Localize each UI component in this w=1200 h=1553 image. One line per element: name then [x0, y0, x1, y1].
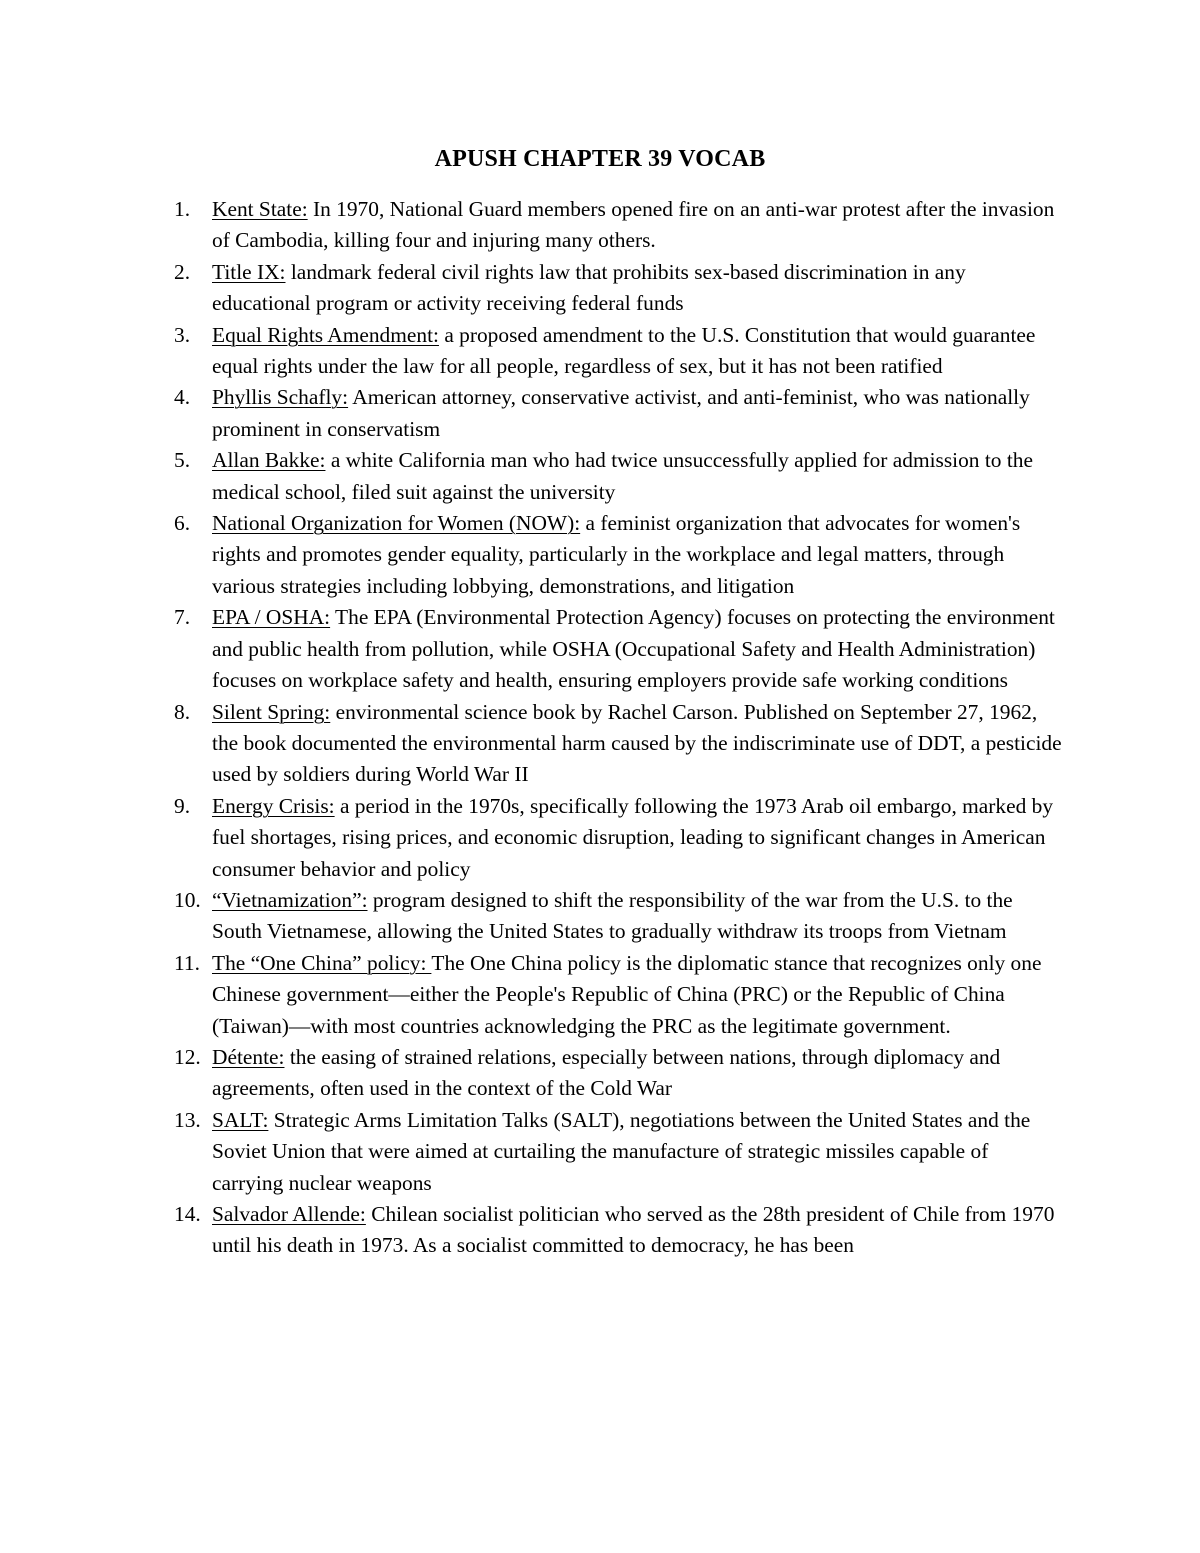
item-number: 6. [174, 511, 191, 536]
vocab-list [174, 194, 1064, 1262]
vocab-term: Silent Spring: [212, 699, 331, 724]
vocab-item-9 [174, 791, 1064, 885]
vocab-definition: The EPA (Environmental Protection Agency) focuses on protecting the environment and public health from pollution, while OSHA (Occupational Safety and Health Administration) focuses on workplace safety and health, ensuring employers provide safe working conditions [212, 605, 1055, 693]
vocab-term: Title IX: [212, 259, 286, 284]
vocab-definition: program designed to shift the responsibility of the war from the U.S. to the South Vietnamese, allowing the United States to gradually withdraw its troops from Vietnam [212, 887, 1013, 944]
vocab-item-13 [174, 1105, 1064, 1199]
vocab-term: Allan Bakke: [212, 448, 326, 473]
vocab-item-3 [174, 320, 1064, 383]
vocab-item-8 [174, 697, 1064, 791]
item-number: 7. [174, 605, 191, 630]
vocab-item-14 [174, 1199, 1064, 1262]
vocab-definition: environmental science book by Rachel Carson. Published on September 27, 1962, the book documented the environmental harm caused by the indiscriminate use of DDT, a pesticide used by soldiers during World War II [212, 699, 1062, 787]
vocab-item-7 [174, 602, 1064, 696]
item-number: 9. [174, 793, 191, 818]
item-number: 5. [174, 448, 191, 473]
vocab-term: Salvador Allende: [212, 1202, 366, 1226]
item-number: 1. [174, 197, 191, 221]
item-number: 8. [174, 699, 191, 724]
vocab-item-12 [174, 1042, 1064, 1105]
vocab-item-4 [174, 382, 1064, 445]
page-title: APUSH CHAPTER 39 VOCAB [434, 146, 766, 172]
item-number: 14. [174, 1202, 201, 1226]
vocab-term: EPA / OSHA: [212, 605, 331, 630]
vocab-term: Equal Rights Amendment: [212, 322, 439, 347]
vocab-definition: Chilean socialist politician who served as the 28th president of Chile from 1970 until his death in 1973. As a socialist committed to democracy, he has been [212, 1202, 1055, 1258]
item-number: 12. [174, 1044, 201, 1069]
vocab-definition: a feminist organization that advocates for women's rights and promotes gender equality, particularly in the workplace and legal matters, through various strategies including lobbying, demonstrations, and litigation [212, 511, 1021, 598]
vocab-definition: American attorney, conservative activist, and anti-feminist, who was nationally prominent in conservatism [212, 385, 1030, 441]
vocab-definition: In 1970, National Guard members opened fire on an anti-war protest after the invasion of Cambodia, killing four and injuring many others. [212, 197, 1055, 253]
vocab-definition: the easing of strained relations, especially between nations, through diplomacy and agreements, often used in the context of the Cold War [212, 1044, 1001, 1101]
vocab-item-2 [174, 257, 1064, 320]
vocab-definition: a proposed amendment to the U.S. Constitution that would guarantee equal rights under the law for all people, regardless of sex, but it has not been ratified [212, 322, 1036, 379]
vocab-definition: a white California man who had twice unsuccessfully applied for admission to the medical school, filed suit against the university [212, 448, 1033, 504]
vocab-definition: Strategic Arms Limitation Talks (SALT), negotiations between the United States and the Soviet Union that were aimed at curtailing the manufacture of strategic missiles capable of carrying nuclear weapons [212, 1107, 1031, 1195]
vocab-definition: a period in the 1970s, specifically following the 1973 Arab oil embargo, marked by fuel shortages, rising prices, and economic disruption, leading to significant changes in American consumer behavior and policy [212, 793, 1054, 881]
item-number: 3. [174, 322, 191, 347]
vocab-item-5 [174, 445, 1064, 508]
vocab-item-11 [174, 948, 1064, 1042]
vocab-term: Kent State: [212, 197, 308, 221]
vocab-term: National Organization for Women (NOW): [212, 511, 581, 536]
vocab-term: Détente: [212, 1044, 285, 1069]
vocab-item-6 [174, 508, 1064, 602]
vocab-term: Energy Crisis: [212, 793, 335, 818]
vocab-item-1 [174, 194, 1064, 257]
item-number: 11. [174, 950, 200, 975]
vocab-item-10 [174, 885, 1064, 948]
vocab-term: Phyllis Schafly: [212, 385, 349, 410]
item-number: 13. [174, 1107, 201, 1132]
item-number: 4. [174, 385, 191, 410]
vocab-definition: landmark federal civil rights law that prohibits sex-based discrimination in any educational program or activity receiving federal funds [212, 259, 966, 316]
vocab-term: “Vietnamization”: [212, 887, 368, 912]
item-number: 10. [174, 887, 201, 912]
item-number: 2. [174, 259, 191, 284]
vocab-definition: The One China policy is the diplomatic stance that recognizes only one Chinese government—either the People's Republic of China (PRC) or the Republic of China (Taiwan)—with most countries acknowledging the PRC as the legitimate government. [212, 950, 1042, 1038]
vocab-term: SALT: [212, 1107, 269, 1132]
vocab-term: The “One China” policy: [212, 950, 432, 975]
